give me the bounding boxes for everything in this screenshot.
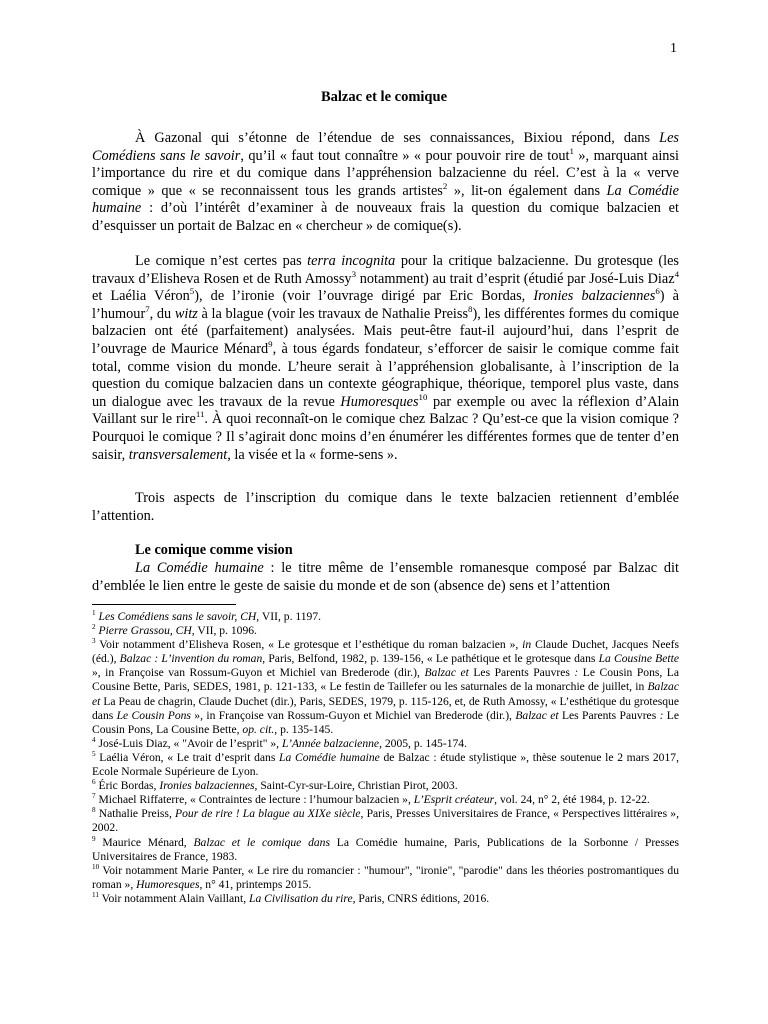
italic-text: Ironies balzaciennes	[159, 779, 255, 793]
text-run: », lit-on également dans	[447, 182, 607, 199]
text-run: Laélia Véron, « Le trait d’esprit dans	[95, 750, 280, 764]
italic-text: Balzac et	[515, 708, 559, 722]
footnote-ref: 8	[468, 304, 473, 315]
text-run: , Saint-Cyr-sur-Loire, Christian Pirot, 2003.	[254, 779, 458, 793]
text-run: Claude Duchet, Jacques Neefs (éd.),	[92, 638, 679, 666]
italic-text: :	[659, 708, 664, 722]
footnote	[92, 836, 679, 864]
italic-text: Pour de rire ! La blague au XIXe siècle	[175, 807, 361, 821]
footnote-ref: 11	[92, 891, 99, 900]
paragraph-three-aspects	[92, 490, 679, 525]
text-run: , Paris, Belfond, 1982, p. 139-156, « Le pathétique et le grotesque dans	[262, 652, 599, 666]
text-run: La Comédie humaine, Paris, Publications de la Sorbonne / Presses Universitaires de France, 1983.	[92, 835, 680, 863]
text-run: VII, p. 1197.	[259, 610, 322, 623]
text-run: par exemple ou avec la réflexion d’Alain Vaillant sur le rire	[92, 393, 679, 428]
italic-text: Le Cousin Pons	[116, 708, 191, 722]
footnote-ref: 1	[92, 609, 96, 618]
text-run: et Laélia Véron	[92, 288, 190, 305]
italic-text: La Comédie humaine	[92, 182, 679, 217]
text-run: , 2005, p. 145-174.	[379, 736, 467, 750]
footnote-ref: 8	[92, 806, 96, 815]
italic-text: Les Comédiens sans le savoir	[92, 130, 679, 164]
text-run: José-Luis Diaz, « "Avoir de l’esprit" »,	[95, 736, 282, 750]
italic-text: transversalement	[128, 446, 228, 463]
text-run: Le Cousin Pons, La Cousine Bette, Paris, SEDES, 1981, p. 121-133, « Le festin de Taillefer ou les saturnales de la monarchie de juillet, in	[92, 666, 680, 694]
footnote-ref: 3	[92, 637, 96, 646]
text-run: , la visée et la « forme-sens ».	[227, 446, 398, 463]
text-run: : d’où l’intérêt d’examiner à de nouveaux frais la question du comique balzacien et d’esquisser un portait de Balzac en « chercheur » de comique(s).	[92, 200, 679, 234]
italic-text: L’Esprit créateur	[413, 793, 495, 807]
text-run: , à tous égards fondateur, s’efforcer de saisir le comique comme fait total, comme vision du monde. L’heure serait à l’appréhension globalisante, à l’inscription de la question du comique balzacien dans un contexte géographique, théorique, temporel plus vaste, dans un dialogue avec les travaux de la revue	[92, 340, 680, 410]
italic-text: Balzac et	[424, 666, 469, 680]
text-run: de Balzac : étude stylistique », thèse soutenue le 2 mars 2017, Ecole Normale Supérieure de Lyon.	[92, 750, 679, 779]
text-run: Le comique n’est certes pas	[135, 253, 308, 269]
footnote-ref: 9	[92, 834, 96, 843]
text-run: . À quoi reconnaît-on le comique chez Balzac ? Qu’est-ce que la vision comique ? Pourquoi le comique ? Il s’agirait donc moins d’en énumérer les différentes formes que de tenter d’en saisir,	[92, 411, 679, 463]
paragraph-intro	[92, 130, 679, 236]
text-run: pour la critique balzacienne. Du grotesque (les travaux d’Elisheva Rosen et de Ruth Amossy	[92, 253, 679, 287]
footnote	[92, 610, 679, 624]
footnote-separator	[92, 604, 236, 605]
italic-text: Humoresques	[136, 877, 200, 891]
text-run: », in Françoise van Rossum-Guyon et Michiel van Brederode (dir.),	[190, 708, 516, 722]
italic-text: Balzac et le comique dans	[193, 835, 330, 849]
text-run: , Paris, CNRS éditions, 2016.	[352, 891, 490, 905]
text-run: VII, p. 1096.	[194, 624, 257, 638]
text-run: ), de l’ironie (voir l’ouvrage dirigé par Eric Bordas,	[194, 288, 534, 305]
footnote-ref: 6	[92, 778, 96, 787]
footnote-ref: 7	[92, 792, 96, 801]
footnotes	[92, 610, 679, 906]
footnote-ref: 1	[569, 145, 574, 156]
italic-text: La Comédie humaine	[279, 750, 380, 764]
footnote	[92, 892, 679, 906]
text-run: Le Cousin Pons, La Cousine Bette,	[92, 708, 680, 736]
italic-text: Les Comédiens sans le savoir, CH,	[98, 610, 260, 623]
text-run: , n° 41, printemps 2015.	[199, 877, 312, 891]
text-run: Les Parents Pauvres	[468, 666, 575, 680]
text-run: ), les différentes formes du comique balzacien ont été (parfaitement) analysées. Mais peut-être faut-il aujourd’hui, dans l’esprit de l’ouvrage de Maurice Ménard	[92, 305, 679, 357]
text-run: : le titre même de l’ensemble romanesque composé par Balzac dit d’emblée le lien entre le geste de saisie du monde et de son (absence de) sens et l’attention	[92, 560, 679, 594]
paragraph-text	[92, 253, 679, 464]
footnote-ref: 3	[351, 268, 357, 279]
footnote	[92, 624, 679, 638]
italic-text: La Cousine Bette	[598, 652, 679, 666]
text-run: notamment) au trait d’esprit (étudié par José-Luis Diaz	[356, 270, 675, 287]
footnote-ref: 10	[418, 391, 428, 402]
footnote	[92, 638, 679, 737]
footnote	[92, 807, 679, 835]
footnote-ref: 2	[92, 623, 96, 632]
text-run: Nathalie Preiss,	[95, 807, 176, 821]
italic-text: Ironies balzaciennes	[533, 288, 656, 305]
italic-text: L’Année balzacienne	[281, 736, 380, 750]
section-heading	[92, 542, 679, 560]
footnote-ref: 4	[674, 268, 679, 279]
italic-text: Balzac et	[92, 680, 679, 708]
paragraph-text	[92, 560, 679, 595]
footnote-ref: 2	[442, 181, 448, 192]
paragraph-text	[92, 490, 679, 525]
italic-text: La Civilisation du rire	[249, 891, 353, 905]
text-run: Michael Riffaterre, « Contraintes de lecture : l’humour balzacien »,	[95, 793, 414, 807]
text-run: Voir notamment Marie Panter, « Le rire du romancier : "humour", "ironie", "parodie" dans les théories postromantiques du roman »,	[92, 863, 679, 891]
footnote-ref: 7	[145, 304, 150, 315]
text-run: ) à l’humour	[92, 288, 680, 322]
text-run: Voir notamment Alain Vaillant,	[98, 891, 249, 905]
text-run: Les Parents Pauvres	[558, 708, 660, 722]
italic-text: terra incognita	[307, 253, 396, 269]
footnote	[92, 751, 679, 779]
text-run: Voir notamment d’Elisheva Rosen, « Le grotesque et l’esthétique du roman balzacien »,	[95, 638, 523, 652]
text-run: , qu’il « faut tout connaître » « pour pouvoir rire de tout	[240, 147, 570, 164]
italic-text: Balzac : L’invention du roman	[119, 652, 263, 666]
footnote-ref: 11	[195, 409, 205, 420]
page-number: 1	[670, 41, 677, 56]
footnote	[92, 793, 679, 807]
text-run: Trois aspects de l’inscription du comique dans le texte balzacien retiennent d’emblée l’attention.	[92, 490, 679, 524]
text-run: », in Françoise van Rossum-Guyon et Michiel van Brederode (dir.),	[92, 666, 425, 680]
text-run: à la blague (voir les travaux de Nathalie Preiss	[197, 305, 469, 322]
text-run: , Paris, Presses Universitaires de France, « Perspectives littéraires », 2002.	[92, 807, 679, 835]
italic-text: La Comédie humaine	[135, 560, 264, 576]
paragraph-text	[92, 130, 679, 236]
footnote-ref: 9	[268, 339, 273, 350]
document-title: Balzac et le comique	[320, 89, 448, 105]
text-run: , du	[149, 305, 175, 322]
text-run: », marquant ainsi l’importance du rire et du comique dans l’appréhension balzacienne du réel. C’est à la « verve comique » que « se reconnaissent tous les grands artistes	[92, 147, 679, 199]
paragraph-comedie-humaine	[92, 560, 679, 595]
text-run: , p. 135-145.	[274, 722, 334, 736]
footnote-ref: 4	[92, 735, 96, 744]
footnote-ref: 10	[92, 862, 100, 871]
text-run: La Peau de chagrin, Claude Duchet (dir.), Paris, SEDES, 1979, p. 115-126, et, de Ruth Amossy, « L’esthétique du grotesque dans	[92, 694, 679, 722]
text-run: Le comique comme vision	[135, 542, 293, 558]
text-run: , vol. 24, n° 2, été 1984, p. 12-22.	[494, 793, 650, 807]
italic-text: Humoresques	[340, 393, 419, 410]
footnote	[92, 779, 679, 793]
italic-text: witz	[174, 305, 198, 322]
italic-text: in	[522, 638, 532, 652]
italic-text: :	[574, 666, 579, 680]
italic-text: op. cit.	[242, 722, 275, 736]
text-run: Maurice Ménard,	[95, 835, 194, 849]
footnote-ref: 6	[655, 286, 660, 297]
paragraph-state-of-research	[92, 253, 679, 464]
footnote-ref: 5	[189, 286, 195, 297]
italic-text: Pierre Grassou, CH,	[98, 624, 195, 638]
footnote	[92, 737, 679, 751]
footnote-ref: 5	[92, 750, 96, 759]
footnote	[92, 864, 679, 892]
text-run: À Gazonal qui s’étonne de l’étendue de ses connaissances, Bixiou répond, dans	[135, 130, 660, 146]
text-run: Éric Bordas,	[95, 779, 160, 793]
